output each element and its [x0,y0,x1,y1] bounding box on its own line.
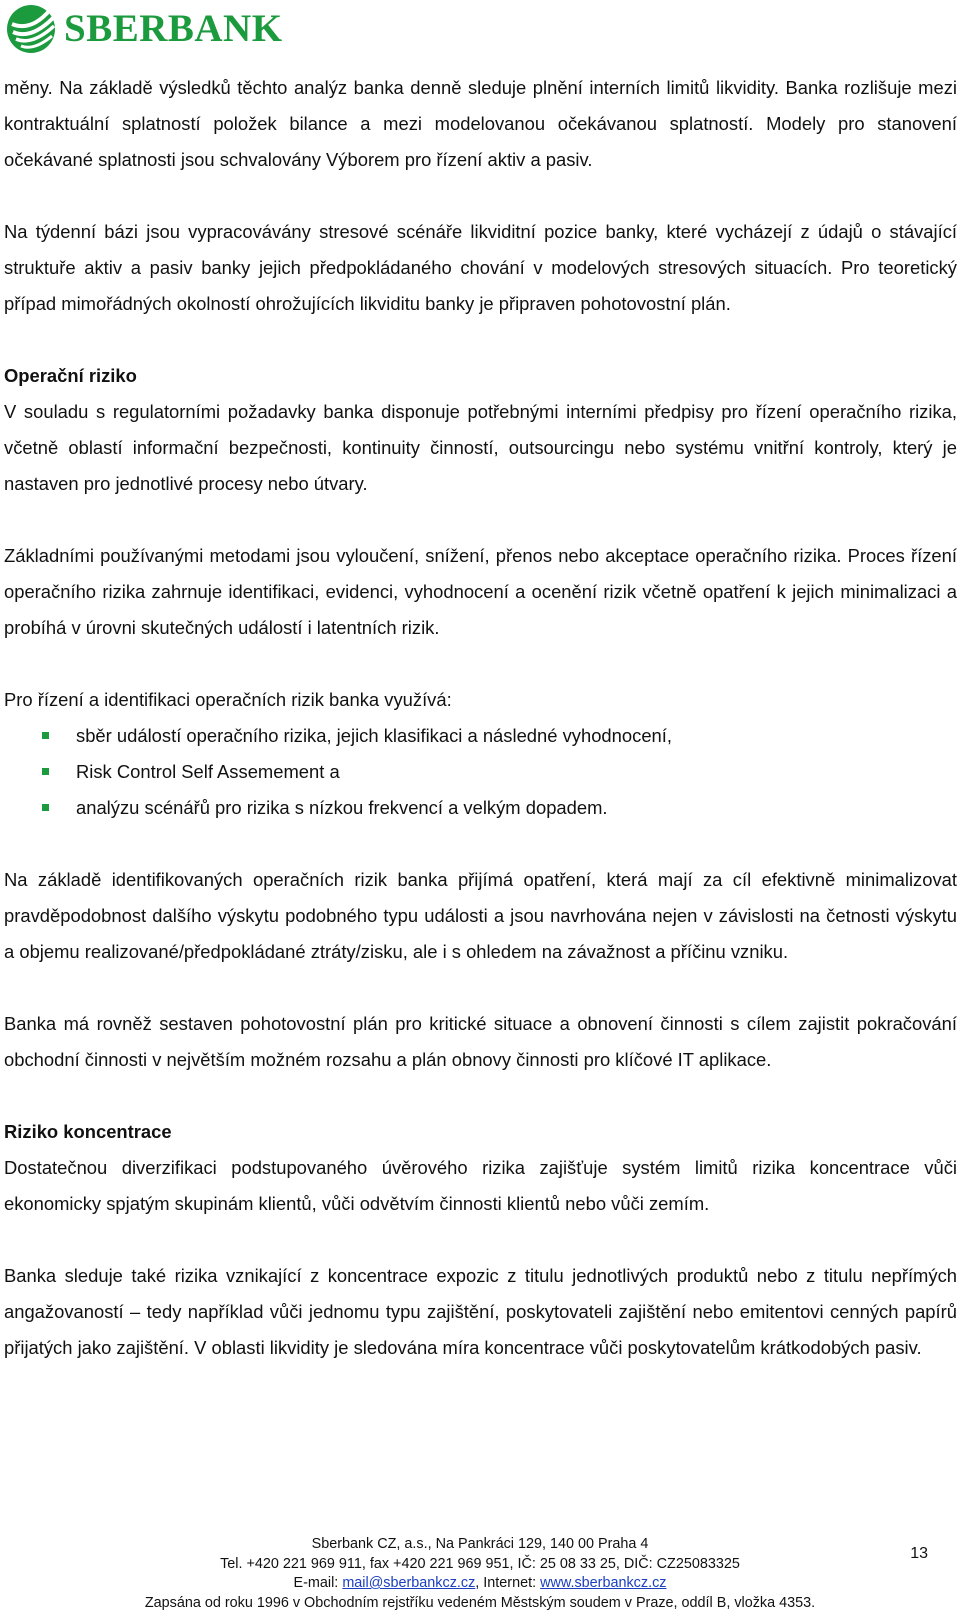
page-footer [0,1535,960,1613]
bullet-list [4,718,957,826]
email-label: E-mail: [293,1575,343,1591]
paragraph: Banka má rovněž sestaven pohotovostní plán pro kritické situace a obnovení činnosti s cílem zajistit pokračování obchodní činnosti v největším možném rozsahu a plán obnovy činnosti pro klíčové IT aplikace. [4,1013,957,1070]
brand-name: SBERBANK [64,6,283,50]
section-heading-operational-risk: Operační riziko [4,365,137,386]
email-link[interactable]: mail@sberbankcz.cz [342,1575,476,1591]
paragraph: Na týdenní bázi jsou vypracovávány stresové scénáře likviditní pozice banky, které vycházejí z údajů o stávající struktuře aktiv a pasiv banky jejich předpokládaného chování v modelových stresových situacích. Pro teoretický případ mimořádných okolností ohrožujících likviditu banky je připraven pohotovostní plán. [4,221,957,314]
paragraph: Banka sleduje také rizika vznikající z koncentrace expozic z titulu jednotlivých produktů nebo z titulu nepřímých angažovaností – tedy například vůči jednomu typu zajištění, poskytovateli zajištění nebo emitentovi cenných papírů přijatých jako zajištění. V oblasti likvidity je sledována míra koncentrace vůči poskytovatelům krátkodobých pasiv. [4,1265,957,1358]
page-number: 13 [910,1545,928,1562]
website-link[interactable]: www.sberbankcz.cz [540,1575,667,1591]
list-item: analýzu scénářů pro rizika s nízkou frekvencí a velkým dopadem. [4,790,957,826]
paragraph: Dostatečnou diverzifikaci podstupovaného úvěrového rizika zajišťuje systém limitů rizika koncentrace vůči ekonomicky spjatým skupinám klientů, vůči odvětvím činnosti klientů nebo vůči zemím. [4,1157,957,1214]
paragraph: Pro řízení a identifikaci operačních rizik banka využívá: [4,689,452,710]
paragraph: Základními používanými metodami jsou vyloučení, snížení, přenos nebo akceptace operačního rizika. Proces řízení operačního rizika zahrnuje identifikaci, evidenci, vyhodnocení a ocenění rizik včetně opatření k jejich minimalizaci a probíhá v úrovni skutečných událostí i latentních rizik. [4,545,957,638]
paragraph: V souladu s regulatorními požadavky banka disponuje potřebnými interními předpisy pro řízení operačního rizika, včetně oblastí informační bezpečnosti, kontinuity činností, outsourcingu nebo systému vnitřní kontroly, který je nastaven pro jednotlivé procesy nebo útvary. [4,401,957,494]
sberbank-logo [4,2,283,54]
document-body [4,70,957,1402]
footer-links [0,1574,960,1594]
internet-label: , Internet: [475,1575,541,1591]
footer-contact: Tel. +420 221 969 911, fax +420 221 969 951, IČ: 25 08 33 25, DIČ: CZ25083325 [220,1555,740,1572]
list-item: Risk Control Self Assemement a [4,754,957,790]
paragraph: měny. Na základě výsledků těchto analýz banka denně sleduje plnění interních limitů likvidity. Banka rozlišuje mezi kontraktuální splatností položek bilance a mezi modelovanou očekávanou splatností. Modely pro stanovení očekávané splatnosti jsou schvalovány Výborem pro řízení aktiv a pasiv. [4,77,957,170]
list-item: sběr událostí operačního rizika, jejich klasifikaci a následné vyhodnocení, [4,718,957,754]
footer-registration: Zapsána od roku 1996 v Obchodním rejstříku vedeném Městským soudem v Praze, oddíl B, vložka 4353. [144,1594,816,1611]
paragraph: Na základě identifikovaných operačních rizik banka přijímá opatření, která mají za cíl efektivně minimalizovat pravděpodobnost dalšího výskytu podobného typu události a jsou navrhována nejen v závislosti na četnosti výskytu a objemu realizované/předpokládané ztráty/zisku, ale i s ohledem na závažnost a příčinu vzniku. [4,869,957,962]
sberbank-logo-icon [4,2,58,54]
footer-address: Sberbank CZ, a.s., Na Pankráci 129, 140 00 Praha 4 [311,1536,649,1552]
section-heading-concentration-risk: Riziko koncentrace [4,1121,172,1142]
